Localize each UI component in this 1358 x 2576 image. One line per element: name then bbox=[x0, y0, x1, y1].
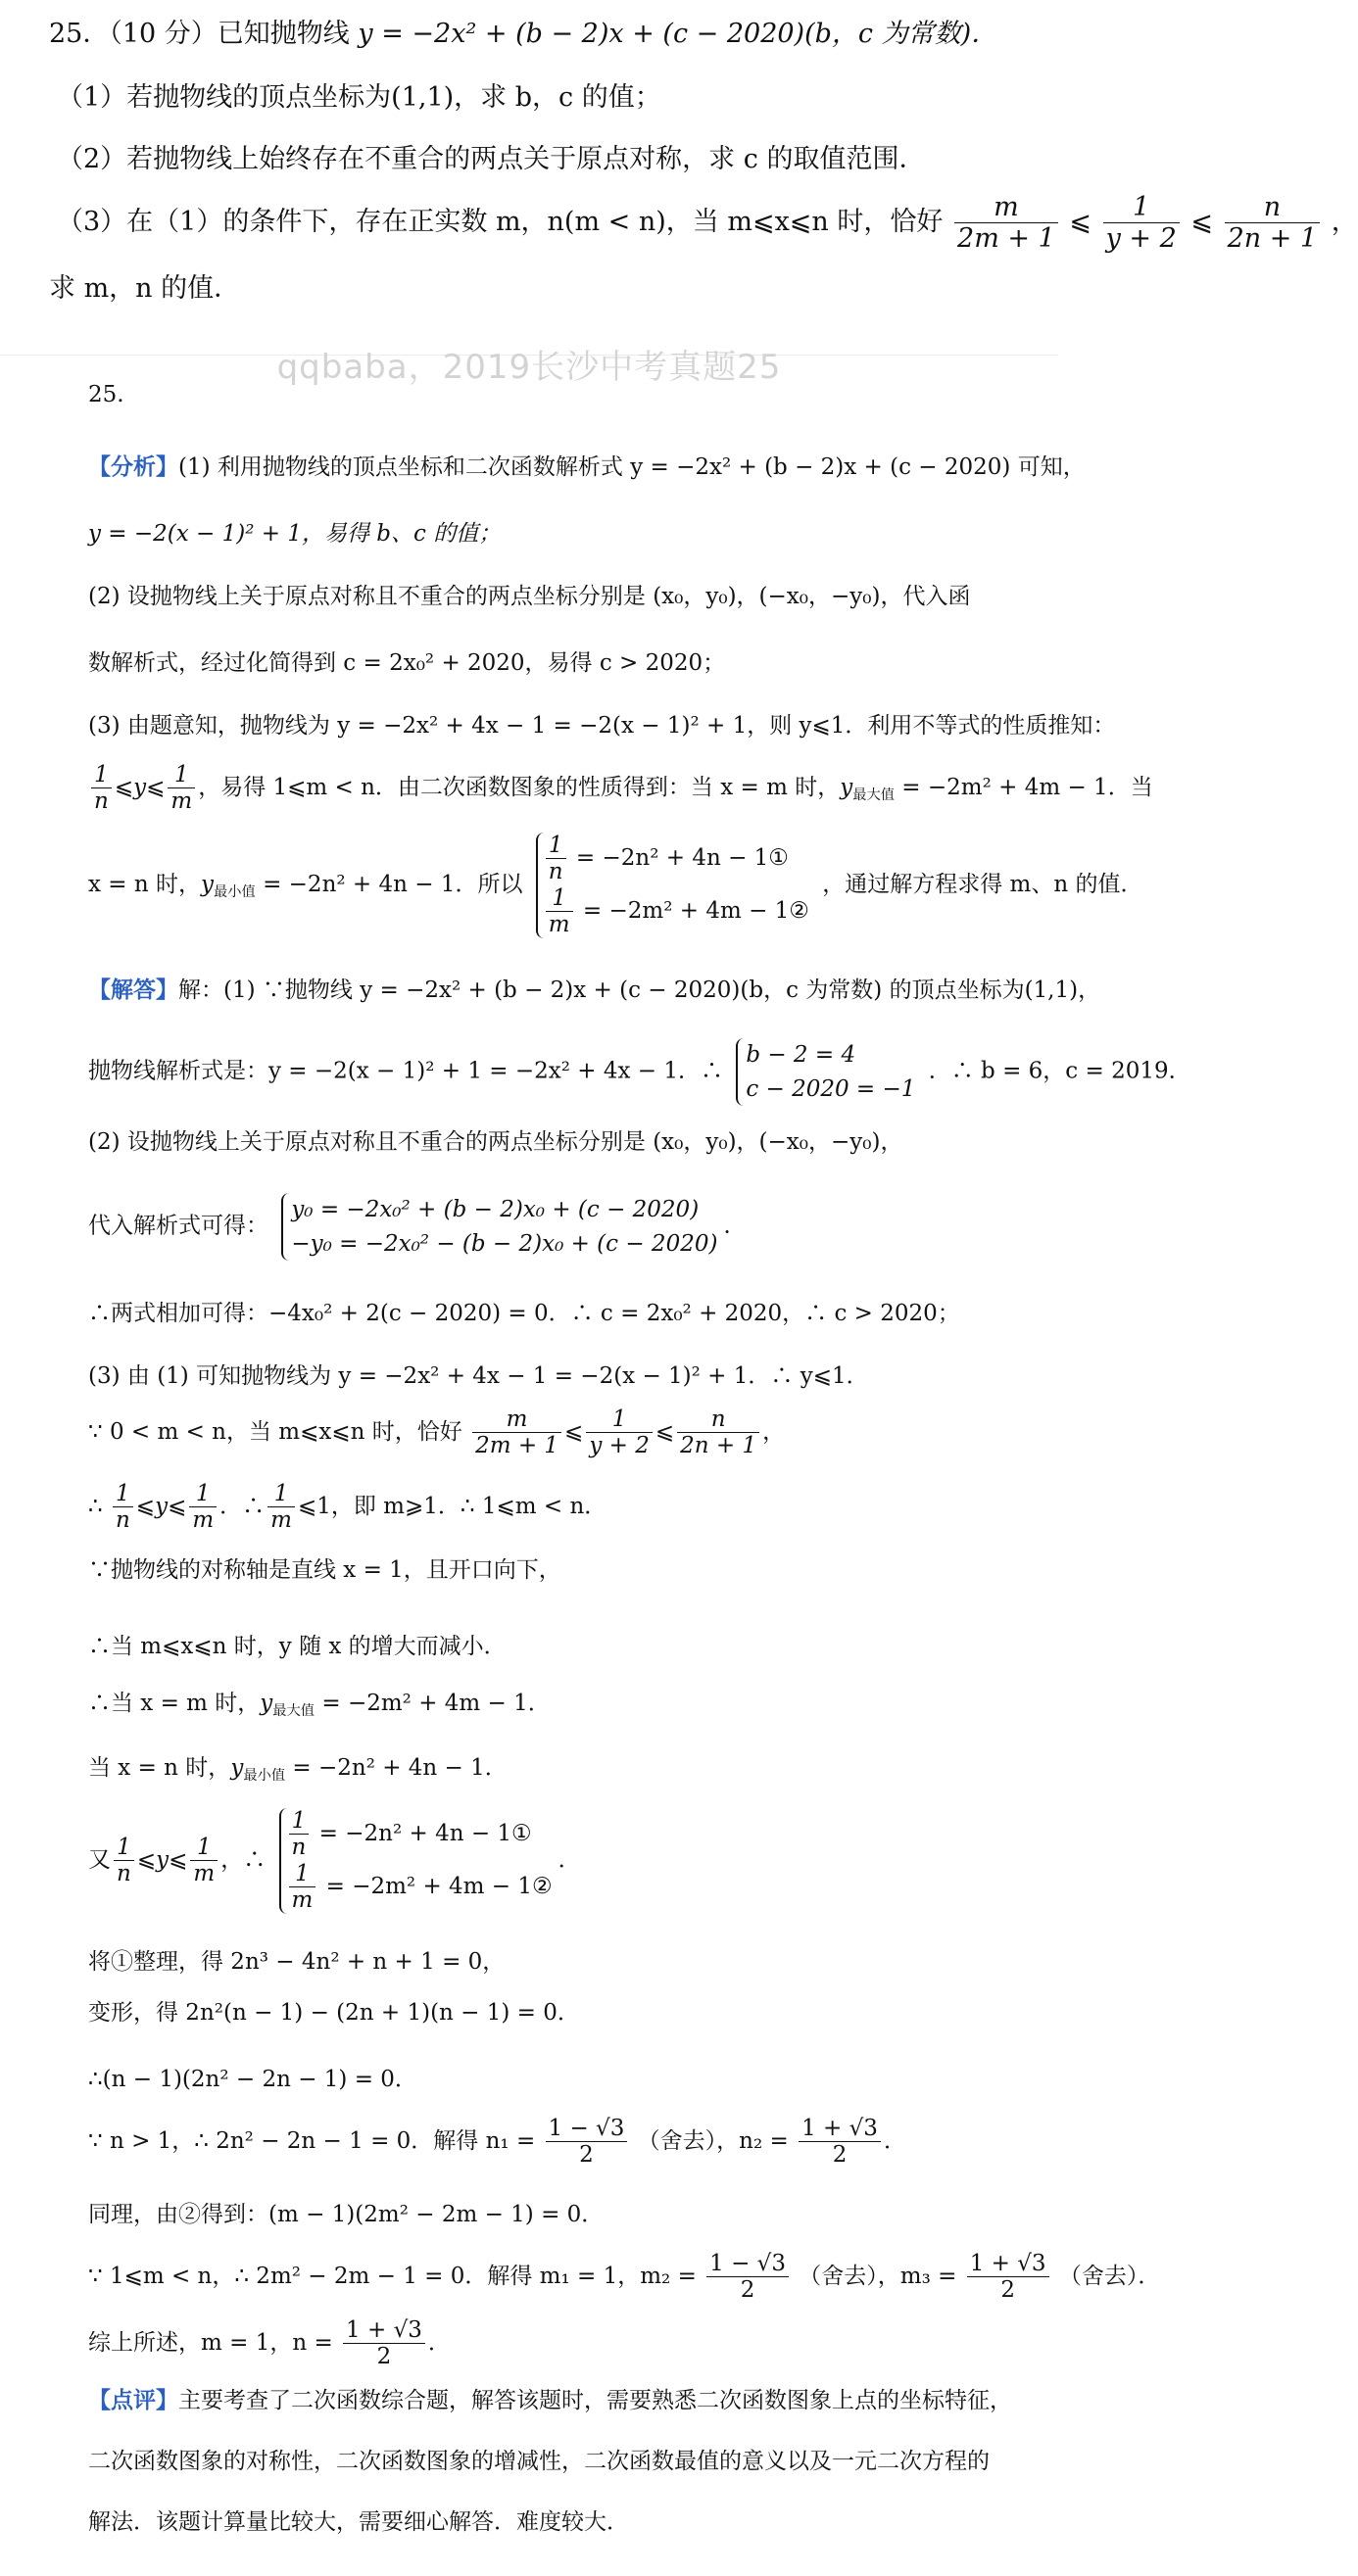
analysis-line-4: 数解析式，经过化简得到 c = 2x₀² + 2020，易得 c > 2020； bbox=[88, 650, 726, 676]
answer-line-8: ∴ $\frac{1}{n}$ ⩽y⩽ $\frac{1}{m}$ ．∴ $\frac{1}{m}$ ⩽1，即 m⩾1．∴ 1⩽m < n． bbox=[88, 1481, 607, 1534]
answer-line-16: ∴(n − 1)(2n² − 2n − 1) = 0． bbox=[88, 2067, 417, 2092]
answer-line-9: ∵抛物线的对称轴是直线 x = 1，且开口向下， bbox=[88, 1557, 561, 1583]
answer-line-3: (2) 设抛物线上关于原点对称且不重合的两点坐标分别是 (x₀，y₀)，(−x₀，−y₀)， bbox=[88, 1129, 903, 1155]
answer-line-20: 综上所述，m = 1，n = $\frac{1 + √3}{2}$ ． bbox=[88, 2317, 451, 2370]
problem-part-2: （2）若抛物线上始终存在不重合的两点关于原点对称，求 c 的取值范围． bbox=[57, 144, 926, 174]
answer-line-13: 又 $\frac{1}{n}$ ⩽y⩽ $\frac{1}{m}$ ，∴ $\frac{1}{n}$ = −2n² + 4n − 1① $\frac{1}{m}$ = −2m² + 4m − 1② ． bbox=[88, 1808, 581, 1914]
problem-part-3-end: 求 m，n 的值． bbox=[49, 273, 241, 304]
fraction: $\frac{n}{2n + 1}$ bbox=[1225, 192, 1321, 254]
analysis-line-3: (2) 设抛物线上关于原点对称且不重合的两点坐标分别是 (x₀，y₀)，(−x₀，−y₀)，代入函 bbox=[88, 584, 971, 609]
equation-system: y₀ = −2x₀² + (b − 2)x₀ + (c − 2020) −y₀ = −2x₀² − (b − 2)x₀ + (c − 2020) bbox=[281, 1193, 723, 1261]
fraction: $\frac{1}{y + 2}$ bbox=[1103, 192, 1180, 254]
analysis-line-2: y = −2(x − 1)² + 1，易得 b、c 的值； bbox=[88, 521, 502, 547]
equation-system: $\frac{1}{n}$ = −2n² + 4n − 1① $\frac{1}{m}$ = −2m² + 4m − 1② bbox=[279, 1808, 558, 1914]
answer-line-2: 抛物线解析式是：y = −2(x − 1)² + 1 = −2x² + 4x − 1．∴ b − 2 = 4 c − 2020 = −1 ．∴ b = 6，c = 2019． bbox=[88, 1038, 1146, 1106]
solution-number: 25. bbox=[88, 382, 124, 407]
answer-line-5: ∴两式相加可得：−4x₀² + 2(c − 2020) = 0．∴ c = 2x₀² + 2020，∴ c > 2020； bbox=[88, 1301, 960, 1326]
answer-line-17: ∵ n > 1，∴ 2n² − 2n − 1 = 0．解得 n₁ = $\frac{1 - √3}{2}$ （舍去），n₂ = $\frac{1 + √3}{2}$ ． bbox=[88, 2116, 906, 2169]
review-line-2: 二次函数图象的对称性，二次函数图象的增减性，二次函数最值的意义以及一元二次方程的 bbox=[88, 2449, 990, 2474]
answer-line-14: 将①整理，得 2n³ − 4n² + n + 1 = 0， bbox=[88, 1949, 506, 1975]
analysis-line-6: $\frac{1}{n}$ ⩽y⩽ $\frac{1}{m}$ ，易得 1⩽m < n．由二次函数图象的性质得到：当 x = m 时，$y_{最大值} = -2m^2 + 4m - 1$．当 bbox=[88, 762, 1146, 815]
answer-line-10: ∴当 m⩽x⩽n 时，y 随 x 的增大而减小． bbox=[88, 1634, 507, 1659]
analysis-line-1: 【分析】(1) 利用抛物线的顶点坐标和二次函数解析式 y = −2x² + (b − 2)x + (c − 2020) 可知， bbox=[88, 453, 1086, 480]
equation-system: $\frac{1}{n}$ = −2n² + 4n − 1① $\frac{1}{m}$ = −2m² + 4m − 1② bbox=[536, 833, 815, 938]
watermark: qqbaba，2019长沙中考真题25 bbox=[276, 348, 782, 387]
answer-line-7: ∵ 0 < m < n，当 m⩽x⩽n 时，恰好 $\frac{m}{2m + 1}$ ⩽ $\frac{1}{y + 2}$ ⩽ $\frac{n}{2n + 1}$ ， bbox=[88, 1407, 786, 1459]
review-line-1: 【点评】主要考查了二次函数综合题，解答该题时，需要熟悉二次函数图象上点的坐标特征， bbox=[88, 2387, 1012, 2413]
equation-system: b − 2 = 4 c − 2020 = −1 bbox=[736, 1038, 921, 1106]
analysis-line-7: x = n 时，$y_{最小值} = -2n^2 + 4n - 1$．所以 $\frac{1}{n}$ = −2n² + 4n − 1① $\frac{1}{m}$ = −2m² + 4m − 1② ，通过解方程求得 m、n 的值． bbox=[88, 833, 1143, 938]
answer-line-4: 代入解析式可得： y₀ = −2x₀² + (b − 2)x₀ + (c − 2020) −y₀ = −2x₀² − (b − 2)x₀ + (c − 2020) ． bbox=[88, 1193, 1146, 1261]
problem-part-1: （1）若抛物线的顶点坐标为(1,1)，求 b，c 的值； bbox=[57, 82, 661, 113]
answer-line-15: 变形，得 2n²(n − 1) − (2n + 1)(n − 1) = 0． bbox=[88, 2000, 580, 2026]
problem-part-3: （3）在（1）的条件下，存在正实数 m，n(m < n)，当 m⩽x⩽n 时，恰好 $\frac{m}{2m + 1}$ ⩽ $\frac{1}{y + 2}$ ⩽ $\frac{n}{2n + 1}$ ， bbox=[57, 192, 1358, 255]
answer-line-1: 【解答】解：(1) ∵抛物线 y = −2x² + (b − 2)x + (c − 2020)(b，c 为常数) 的顶点坐标为(1,1)， bbox=[88, 977, 1101, 1003]
problem-head: 25．（10 分）已知抛物线 y = −2x² + (b − 2)x + (c − 2020)(b，c 为常数)． bbox=[49, 19, 998, 49]
review-line-3: 解法．该题计算量比较大，需要细心解答．难度较大． bbox=[88, 2509, 629, 2535]
answer-line-18: 同理，由②得到：(m − 1)(2m² − 2m − 1) = 0． bbox=[88, 2202, 605, 2227]
answer-line-12: 当 x = n 时，$y_{最小值} = -2n^2 + 4n - 1$． bbox=[88, 1755, 508, 1784]
answer-line-11: ∴当 x = m 时，$y_{最大值} = -2m^2 + 4m - 1$． bbox=[88, 1691, 551, 1719]
fraction: $\frac{m}{2m + 1}$ bbox=[954, 192, 1058, 254]
answer-line-6: (3) 由 (1) 可知抛物线为 y = −2x² + 4x − 1 = −2(x − 1)² + 1．∴ y⩽1． bbox=[88, 1363, 869, 1389]
answer-line-19: ∵ 1⩽m < n，∴ 2m² − 2m − 1 = 0．解得 m₁ = 1，m₂ = $\frac{1 - √3}{2}$ （舍去），m₃ = $\frac{1 + √3}{2}$ （舍去）． bbox=[88, 2251, 1161, 2304]
analysis-line-5: (3) 由题意知，抛物线为 y = −2x² + 4x − 1 = −2(x − 1)² + 1，则 y⩽1．利用不等式的性质推知： bbox=[88, 713, 1116, 739]
